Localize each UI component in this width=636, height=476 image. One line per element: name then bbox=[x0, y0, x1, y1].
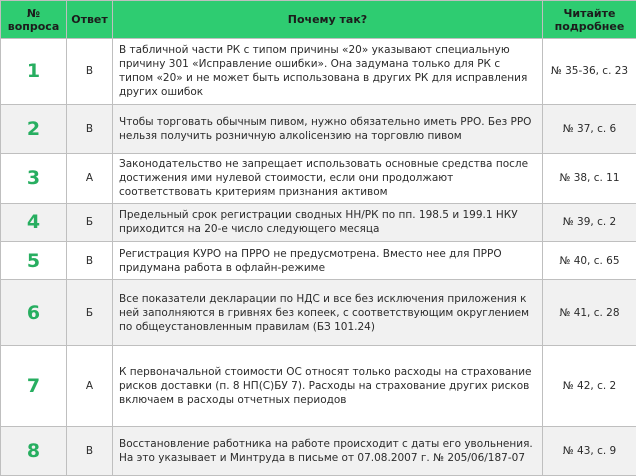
answer-letter: В bbox=[67, 104, 113, 153]
header-answer: Ответ bbox=[67, 1, 113, 39]
question-number: 3 bbox=[1, 153, 67, 203]
table-row bbox=[1, 346, 636, 427]
explanation: Все показатели декларации по НДС и все без исключения приложения к ней заполняются в гривнях без копеек, с соответствующим округлением по общеустановленным правилам (БЗ 101.24) bbox=[113, 280, 543, 346]
explanation: Регистрация КУРО на ПРРО не предусмотрена. Вместо нее для ПРРО придумана работа в офлайн-режиме bbox=[113, 242, 543, 280]
explanation: К первоначальной стоимости ОС относят только расходы на страхование рисков доставки (п. 8 НП(С)БУ 7). Расходы на страхование других рисков включаем в расходы отчетных периодов bbox=[113, 346, 543, 427]
reference: № 38, с. 11 bbox=[543, 153, 636, 203]
table-row bbox=[1, 427, 636, 476]
answer-letter: В bbox=[67, 39, 113, 105]
question-number: 1 bbox=[1, 39, 67, 105]
answer-letter: А bbox=[67, 346, 113, 427]
reference: № 40, с. 65 bbox=[543, 242, 636, 280]
answer-letter: В bbox=[67, 242, 113, 280]
answer-letter: А bbox=[67, 153, 113, 203]
reference: № 43, с. 9 bbox=[543, 427, 636, 476]
header-why: Почему так? bbox=[113, 1, 543, 39]
table-row bbox=[1, 39, 636, 105]
table-row bbox=[1, 153, 636, 203]
table-row bbox=[1, 203, 636, 241]
question-number: 8 bbox=[1, 427, 67, 476]
explanation: Восстановление работника на работе происходит с даты его увольнения. На это указывает и Минтруда в письме от 07.08.2007 г. № 205/06/187-07 bbox=[113, 427, 543, 476]
explanation: Предельный срок регистрации сводных НН/РК по пп. 198.5 и 199.1 НКУ приходится на 20-е число следующего месяца bbox=[113, 203, 543, 241]
question-number: 2 bbox=[1, 104, 67, 153]
table-row bbox=[1, 280, 636, 346]
answer-letter: В bbox=[67, 427, 113, 476]
header-read-more: Читайте подробнее bbox=[543, 1, 636, 39]
table-row bbox=[1, 242, 636, 280]
header-question-number: № вопроса bbox=[1, 1, 67, 39]
reference: № 41, с. 28 bbox=[543, 280, 636, 346]
explanation: Законодательство не запрещает использовать основные средства после достижения ими нулевой стоимости, если они продолжают соответствовать критериям признания активом bbox=[113, 153, 543, 203]
question-number: 5 bbox=[1, 242, 67, 280]
question-number: 6 bbox=[1, 280, 67, 346]
table-row bbox=[1, 104, 636, 153]
explanation: Чтобы торговать обычным пивом, нужно обязательно иметь РРО. Без РРО нельзя получить розничную алкolicензию на торговлю пивом bbox=[113, 104, 543, 153]
question-number: 7 bbox=[1, 346, 67, 427]
reference: № 37, с. 6 bbox=[543, 104, 636, 153]
reference: № 35-36, с. 23 bbox=[543, 39, 636, 105]
answer-letter: Б bbox=[67, 203, 113, 241]
header-row bbox=[1, 1, 636, 39]
reference: № 42, с. 2 bbox=[543, 346, 636, 427]
question-number: 4 bbox=[1, 203, 67, 241]
reference: № 39, с. 2 bbox=[543, 203, 636, 241]
explanation: В табличной части РК с типом причины «20» указывают специальную причину 301 «Исправление ошибки». Она задумана только для РК с типом «20» и не может быть использована в других РК для исправления других ошибок bbox=[113, 39, 543, 105]
answer-letter: Б bbox=[67, 280, 113, 346]
